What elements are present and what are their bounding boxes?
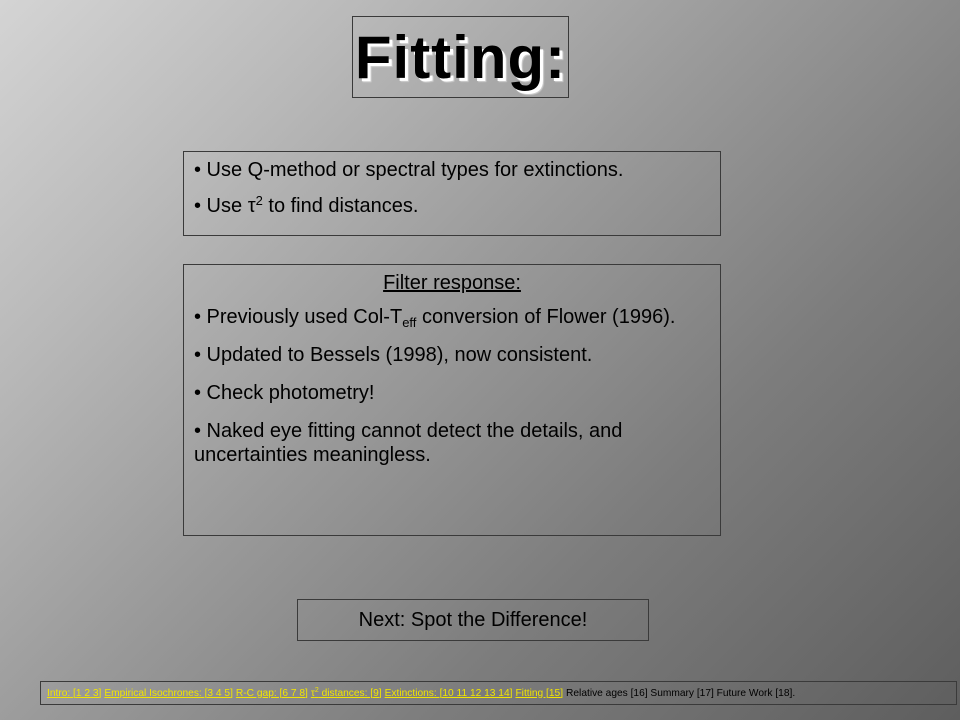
bullet-tau-suffix: to find distances. bbox=[262, 195, 419, 217]
nav-tau-symbol: τ bbox=[310, 687, 315, 699]
nav-link-intro[interactable]: Intro: [1 2 3] bbox=[47, 687, 102, 699]
nav-remaining-items: Relative ages [16] Summary [17] Future Work [18]. bbox=[566, 687, 796, 699]
next-button[interactable] bbox=[297, 599, 649, 641]
extinction-distance-box bbox=[183, 151, 721, 236]
nav-tau-superscript: 2 bbox=[314, 686, 319, 694]
slide-title: Fitting: bbox=[354, 23, 567, 91]
bullet-q-method: • Use Q-method or spectral types for extinctions. bbox=[194, 159, 624, 181]
filter-response-box bbox=[183, 264, 721, 536]
next-label: Next: Spot the Difference! bbox=[358, 608, 588, 631]
bullet-flower bbox=[194, 305, 710, 329]
navigation-bar bbox=[40, 681, 957, 705]
nav-link-empirical-isochrones[interactable]: Empirical Isochrones: [3 4 5] bbox=[104, 687, 233, 699]
bullet-flower-prefix: • Previously used Col-T bbox=[194, 306, 403, 328]
nav-link-extinctions[interactable]: Extinctions: [10 11 12 13 14] bbox=[384, 687, 513, 699]
tau-superscript: 2 bbox=[255, 193, 263, 208]
nav-tau-rest: distances: [9] bbox=[318, 687, 382, 699]
bullet-photometry: • Check photometry! bbox=[194, 382, 375, 404]
title-box bbox=[352, 16, 569, 98]
nav-link-tau-distances[interactable] bbox=[311, 688, 382, 699]
filter-response-header: Filter response: bbox=[383, 272, 521, 294]
tau-symbol: τ bbox=[247, 195, 256, 217]
bullet-tau-prefix: • Use bbox=[194, 195, 248, 217]
nav-link-fitting[interactable]: Fitting [15] bbox=[515, 687, 564, 699]
teff-subscript: eff bbox=[402, 315, 417, 330]
bullet-bessels: • Updated to Bessels (1998), now consistent. bbox=[194, 344, 593, 366]
nav-link-rc-gap[interactable]: R-C gap: [6 7 8] bbox=[235, 687, 308, 699]
bullet-naked-eye: • Naked eye fitting cannot detect the details, and uncertainties meaningless. bbox=[194, 420, 623, 466]
bullet-tau-distances bbox=[194, 194, 710, 218]
bullet-flower-suffix: conversion of Flower (1996). bbox=[416, 306, 676, 328]
